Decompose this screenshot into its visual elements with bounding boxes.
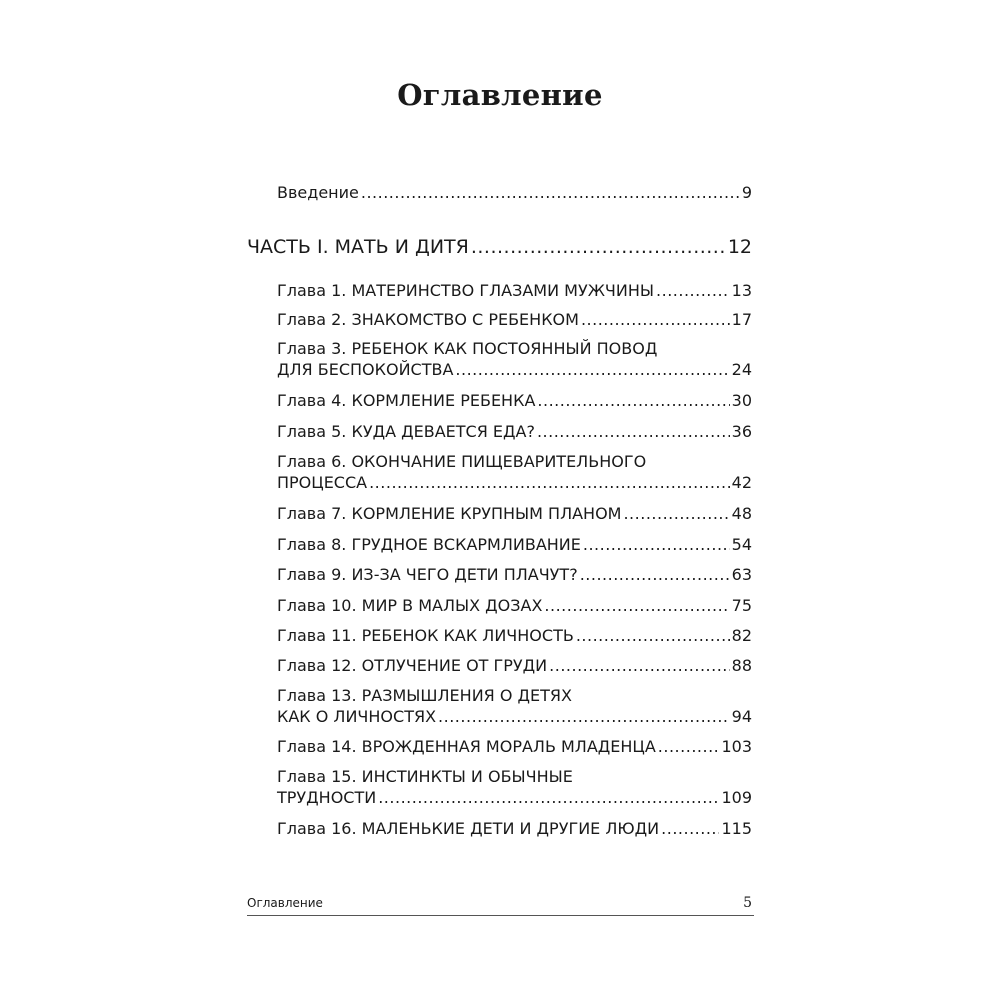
dot-leader xyxy=(580,564,730,586)
toc-entry-chapter-7[interactable] xyxy=(277,503,752,525)
toc-page-number: 12 xyxy=(727,236,752,258)
dot-leader xyxy=(471,234,726,260)
toc-page-number: 103 xyxy=(721,737,752,756)
toc-entry-label: Глава 9. ИЗ-ЗА ЧЕГО ДЕТИ ПЛАЧУТ? xyxy=(277,565,578,584)
toc-page-number: 54 xyxy=(731,535,752,554)
toc-page-number: 13 xyxy=(731,281,752,300)
dot-leader xyxy=(623,503,729,525)
dot-leader xyxy=(583,534,730,556)
toc-page-number: 36 xyxy=(731,422,752,441)
toc-entry-chapter-3[interactable] xyxy=(277,359,752,381)
toc-entry-chapter-11[interactable] xyxy=(277,625,752,647)
toc-part-1[interactable] xyxy=(247,234,752,260)
toc-entry-chapter-15-line-1[interactable]: Глава 15. ИНСТИНКТЫ И ОБЫЧНЫЕ xyxy=(277,767,573,786)
toc-page-number: 82 xyxy=(731,626,752,645)
toc-entry-label: Глава 1. МАТЕРИНСТВО ГЛАЗАМИ МУЖЧИНЫ xyxy=(277,281,655,300)
toc-entry-label: Глава 16. МАЛЕНЬКИЕ ДЕТИ И ДРУГИЕ ЛЮДИ xyxy=(277,819,660,838)
toc-page-number: 24 xyxy=(731,360,752,379)
dot-leader xyxy=(537,421,730,443)
toc-entry-label: Глава 12. ОТЛУЧЕНИЕ ОТ ГРУДИ xyxy=(277,656,548,675)
dot-leader xyxy=(661,818,719,840)
toc-entry-chapter-14[interactable] xyxy=(277,736,752,758)
toc-page-number: 42 xyxy=(731,473,752,492)
toc-entry-chapter-12[interactable] xyxy=(277,655,752,677)
toc-entry-intro[interactable] xyxy=(277,182,752,204)
running-footer-title: Оглавление xyxy=(247,896,323,910)
toc-entry-label: Глава 8. ГРУДНОЕ ВСКАРМЛИВАНИЕ xyxy=(277,535,581,554)
toc-page-number: 48 xyxy=(731,504,752,523)
dot-leader xyxy=(455,359,729,381)
toc-entry-chapter-6[interactable] xyxy=(277,472,752,494)
toc-entry-chapter-5[interactable] xyxy=(277,421,752,443)
page-footer xyxy=(247,893,754,916)
toc-page-number: 75 xyxy=(731,596,752,615)
dot-leader xyxy=(438,706,730,728)
toc-entry-chapter-1[interactable] xyxy=(277,280,752,302)
page-title: Оглавление xyxy=(397,78,603,112)
dot-leader xyxy=(544,595,729,617)
toc-entry-chapter-3-line-1[interactable]: Глава 3. РЕБЕНОК КАК ПОСТОЯННЫЙ ПОВОД xyxy=(277,339,658,358)
dot-leader xyxy=(581,309,730,331)
toc-entry-label: Глава 11. РЕБЕНОК КАК ЛИЧНОСТЬ xyxy=(277,626,574,645)
toc-entry-chapter-9[interactable] xyxy=(277,564,752,586)
toc-part-label: ЧАСТЬ I. МАТЬ И ДИТЯ xyxy=(247,236,469,258)
toc-entry-chapter-13[interactable] xyxy=(277,706,752,728)
toc-entry-chapter-2[interactable] xyxy=(277,309,752,331)
dot-leader xyxy=(361,182,740,204)
toc-page-number: 30 xyxy=(731,391,752,410)
toc-entry-label: Введение xyxy=(277,183,359,202)
toc-entry-label: Глава 7. КОРМЛЕНИЕ КРУПНЫМ ПЛАНОМ xyxy=(277,504,622,523)
toc-entry-label: КАК О ЛИЧНОСТЯХ xyxy=(277,707,437,726)
toc-page-number: 17 xyxy=(731,310,752,329)
toc-page-number: 94 xyxy=(731,707,752,726)
toc-page-number: 9 xyxy=(741,183,752,202)
dot-leader xyxy=(378,787,719,809)
toc-entry-label: ДЛЯ БЕСПОКОЙСТВА xyxy=(277,360,454,379)
page-number: 5 xyxy=(743,895,752,911)
dot-leader xyxy=(537,390,729,412)
dot-leader xyxy=(658,736,720,758)
dot-leader xyxy=(369,472,730,494)
dot-leader xyxy=(576,625,730,647)
dot-leader xyxy=(549,655,730,677)
toc-page-number: 109 xyxy=(721,788,752,807)
toc-entry-chapter-4[interactable] xyxy=(277,390,752,412)
toc-entry-chapter-10[interactable] xyxy=(277,595,752,617)
toc-entry-label: Глава 14. ВРОЖДЕННАЯ МОРАЛЬ МЛАДЕНЦА xyxy=(277,737,656,756)
toc-entry-label: ТРУДНОСТИ xyxy=(277,788,377,807)
toc-entry-label: Глава 2. ЗНАКОМСТВО С РЕБЕНКОМ xyxy=(277,310,579,329)
toc-page-number: 88 xyxy=(731,656,752,675)
toc-entry-chapter-15[interactable] xyxy=(277,787,752,809)
toc-entry-chapter-6-line-1[interactable]: Глава 6. ОКОНЧАНИЕ ПИЩЕВАРИТЕЛЬНОГО xyxy=(277,452,647,471)
toc-entry-label: ПРОЦЕССА xyxy=(277,473,368,492)
toc-page-number: 115 xyxy=(721,819,752,838)
toc-entry-chapter-16[interactable] xyxy=(277,818,752,840)
toc-entry-label: Глава 10. МИР В МАЛЫХ ДОЗАХ xyxy=(277,596,543,615)
dot-leader xyxy=(656,280,730,302)
toc-entry-chapter-13-line-1[interactable]: Глава 13. РАЗМЫШЛЕНИЯ О ДЕТЯХ xyxy=(277,686,573,705)
toc-page-number: 63 xyxy=(731,565,752,584)
toc-entry-label: Глава 5. КУДА ДЕВАЕТСЯ ЕДА? xyxy=(277,422,535,441)
toc-entry-label: Глава 4. КОРМЛЕНИЕ РЕБЕНКА xyxy=(277,391,536,410)
toc-entry-chapter-8[interactable] xyxy=(277,534,752,556)
